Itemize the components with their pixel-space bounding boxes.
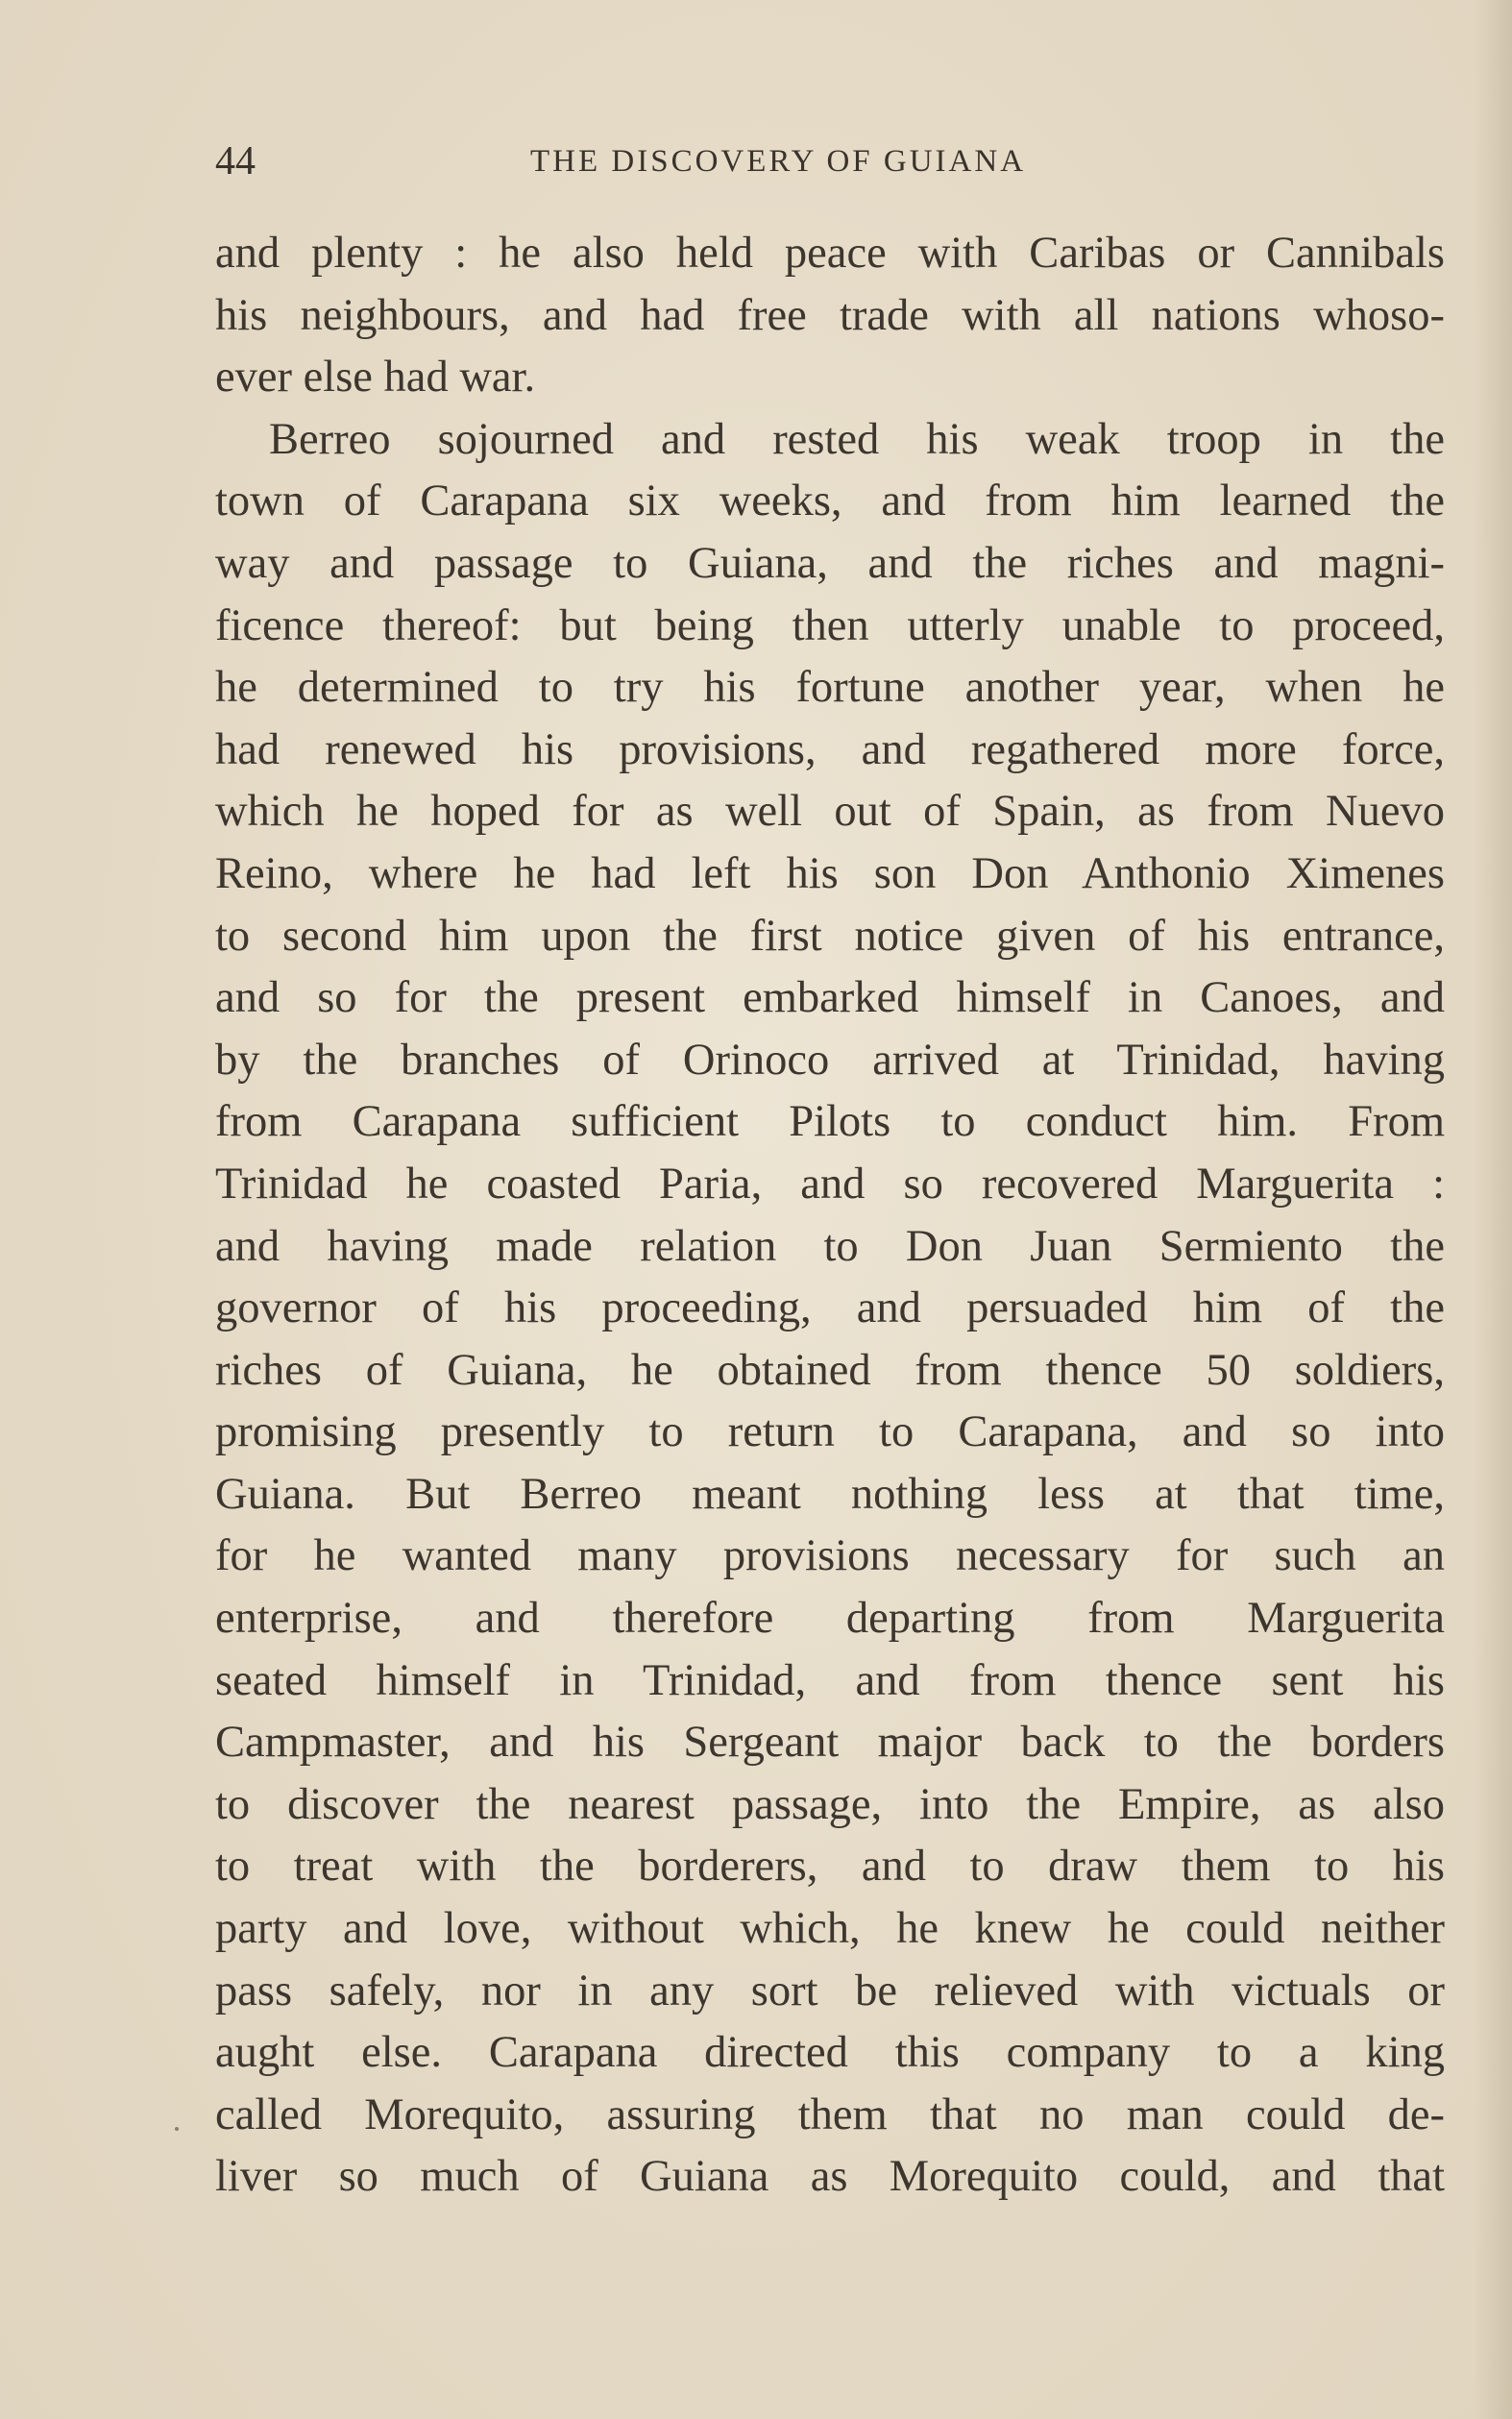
text-line: called Morequito, assuring them that no man could de- — [215, 2089, 1445, 2139]
text-line: promising presently to return to Carapana, and so into — [215, 1407, 1445, 1457]
text-line: and so for the present embarked himself in Canoes, and — [215, 973, 1445, 1023]
running-title: THE DISCOVERY OF GUIANA — [530, 144, 1027, 179]
text-line: Guiana. But Berreo meant nothing less at that time, — [215, 1469, 1445, 1519]
text-line: aught else. Carapana directed this company to a king — [215, 2028, 1445, 2078]
text-line: town of Carapana six weeks, and from him learned the — [215, 476, 1445, 526]
text-line: he determined to try his fortune another year, when he — [215, 663, 1445, 713]
text-line: had renewed his provisions, and regathered more force, — [215, 724, 1445, 774]
text-line: Trinidad he coasted Paria, and so recovered Marguerita : — [215, 1159, 1445, 1209]
text-line: pass safely, nor in any sort be relieved with victuals or — [215, 1966, 1445, 2016]
text-line: to discover the nearest passage, into the Empire, as also — [215, 1779, 1445, 1829]
text-line: to second him upon the first notice given of his entrance, — [215, 911, 1445, 961]
text-line: and plenty : he also held peace with Caribas or Cannibals — [215, 229, 1445, 278]
page-edge-shadow — [1474, 0, 1512, 2419]
body-text — [215, 223, 1445, 2209]
text-line: to treat with the borderers, and to draw them to his — [215, 1842, 1445, 1892]
text-line: Reino, where he had left his son Don Anthonio Ximenes — [215, 848, 1445, 898]
text-line: ever else had war. — [215, 353, 536, 403]
text-line: by the branches of Orinoco arrived at Trinidad, having — [215, 1035, 1445, 1085]
text-line: for he wanted many provisions necessary for such an — [215, 1531, 1445, 1581]
page-number: 44 — [215, 139, 256, 183]
paragraph-first-line: Berreo sojourned and rested his weak troop in the — [269, 414, 1445, 464]
text-line: riches of Guiana, he obtained from thence 50 soldiers, — [215, 1345, 1445, 1395]
text-line: which he hoped for as well out of Spain, as from Nuevo — [215, 787, 1445, 837]
text-line: his neighbours, and had free trade with all nations whoso- — [215, 290, 1445, 340]
text-line: liver so much of Guiana as Morequito could, and that — [215, 2152, 1445, 2202]
text-line: Campmaster, and his Sergeant major back to the borders — [215, 1718, 1445, 1768]
text-line: from Carapana sufficient Pilots to conduct him. From — [215, 1097, 1445, 1147]
text-line: way and passage to Guiana, and the riches and magni- — [215, 538, 1445, 588]
text-line: seated himself in Trinidad, and from thence sent his — [215, 1655, 1445, 1705]
text-line: party and love, without which, he knew he could neither — [215, 1904, 1445, 1954]
text-line: governor of his proceeding, and persuaded him of the — [215, 1283, 1445, 1333]
text-line: ficence thereof: but being then utterly unable to proceed, — [215, 600, 1445, 650]
text-line: enterprise, and therefore departing from Marguerita — [215, 1594, 1445, 1644]
text-line: and having made relation to Don Juan Sermiento the — [215, 1221, 1445, 1271]
margin-speck — [175, 2127, 179, 2131]
running-head — [215, 134, 1445, 188]
